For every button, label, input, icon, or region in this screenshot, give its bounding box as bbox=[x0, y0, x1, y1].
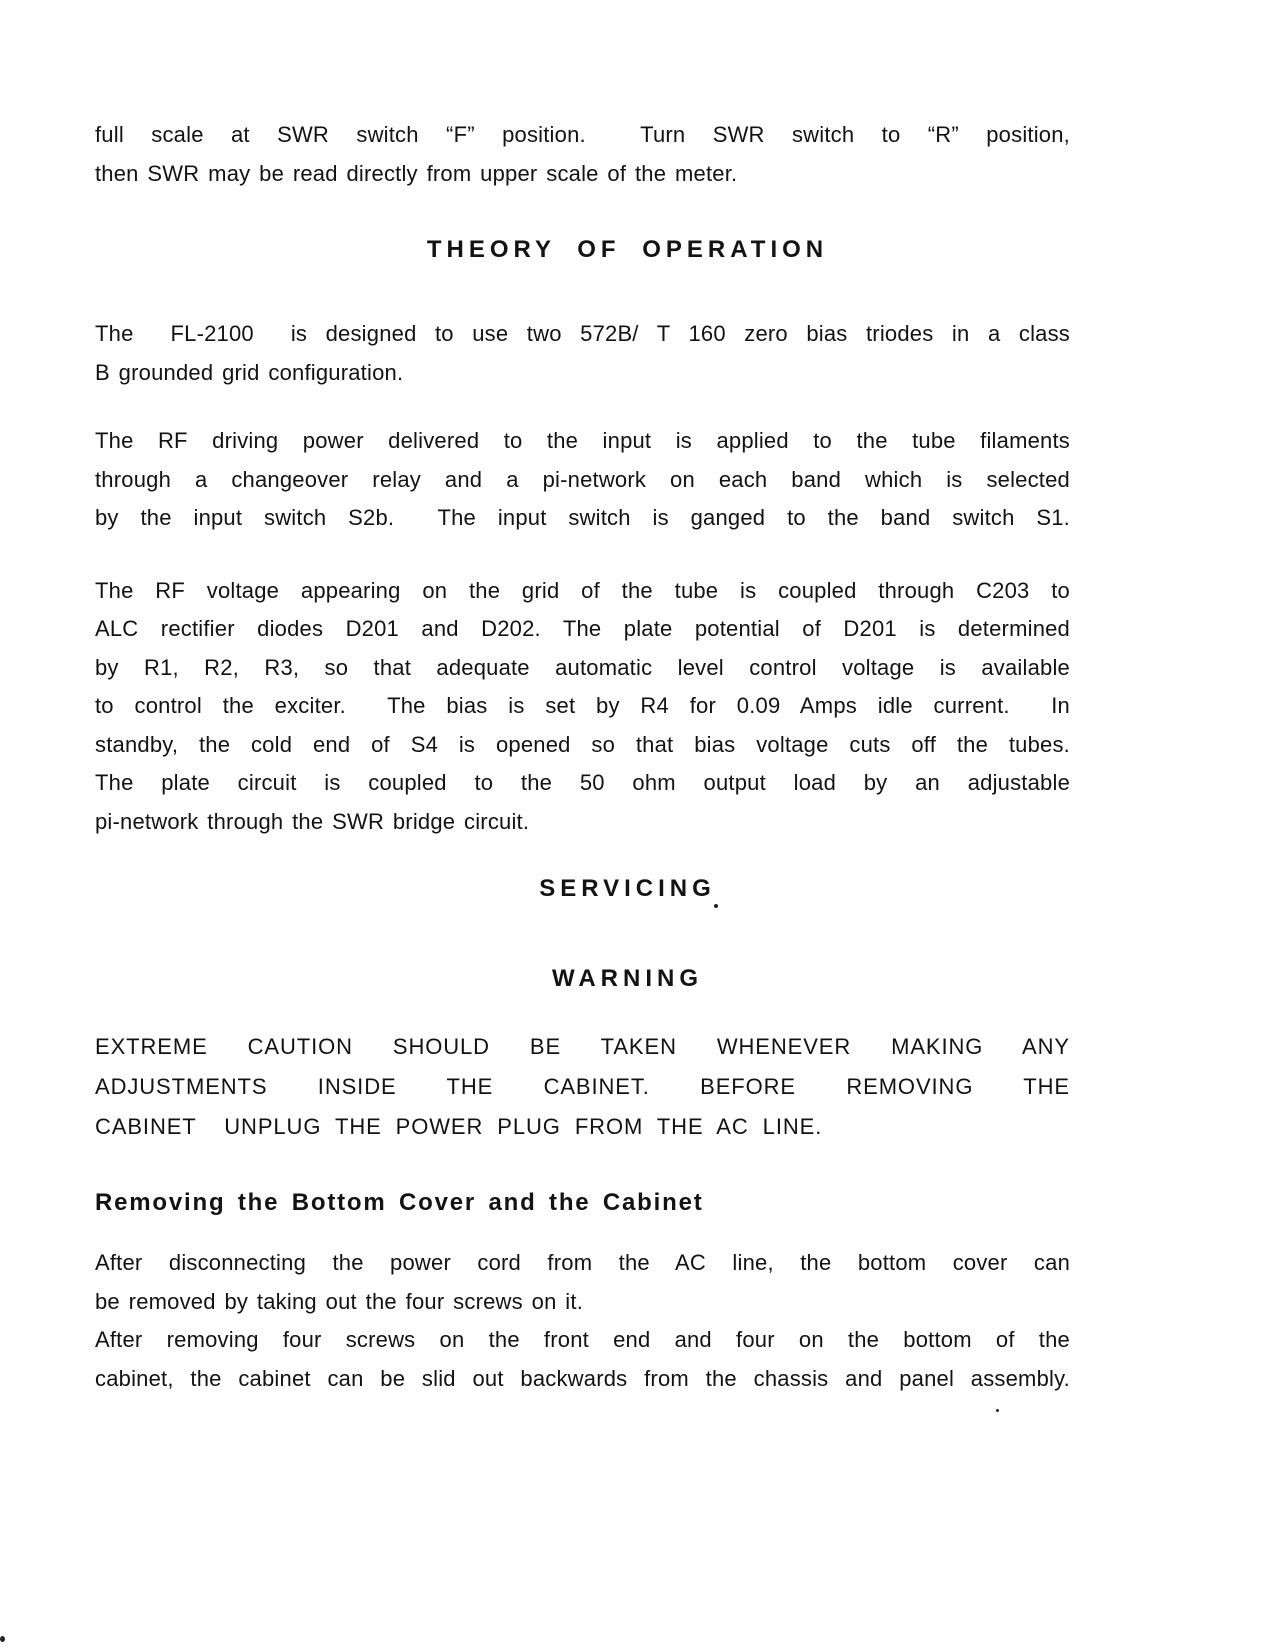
text-line: CABINET UNPLUG THE POWER PLUG FROM THE AC LINE. bbox=[95, 1114, 823, 1139]
text-line: The plate circuit is coupled to the 50 ohm output load by an adjustable bbox=[95, 770, 1070, 795]
text-line: by R1, R2, R3, so that adequate automatic level control voltage is available bbox=[95, 654, 1070, 680]
text-line: by the input switch S2b. The input switch is ganged to the band switch S1. bbox=[95, 505, 1070, 530]
paragraph-theory-p2 bbox=[95, 422, 1070, 538]
paragraph-removing-p1 bbox=[95, 1244, 1070, 1321]
text-line: be removed by taking out the four screws on it. bbox=[95, 1288, 584, 1314]
text-line: The FL-2100 is designed to use two 572B/ T 160 zero bias triodes in a class bbox=[95, 321, 1070, 346]
scan-speck bbox=[0, 1636, 5, 1642]
text-line: After disconnecting the power cord from the AC line, the bottom cover can bbox=[95, 1250, 1070, 1275]
paragraph-theory-p1 bbox=[95, 315, 1070, 392]
text-line: cabinet, the cabinet can be slid out backwards from the chassis and panel assembly. bbox=[95, 1365, 1070, 1391]
servicing-heading: SERVICING bbox=[539, 875, 716, 902]
text-line: EXTREME CAUTION SHOULD BE TAKEN WHENEVER MAKING ANY bbox=[95, 1034, 1070, 1059]
theory-heading: THEORY OF OPERATION bbox=[426, 236, 829, 263]
text-line: then SWR may be read directly from upper scale of the meter. bbox=[95, 160, 738, 186]
warning-heading: WARNING bbox=[552, 965, 703, 992]
text-line: The RF voltage appearing on the grid of the tube is coupled through C203 to bbox=[95, 577, 1070, 603]
text-line: ALC rectifier diodes D201 and D202. The plate potential of D201 is determined bbox=[95, 616, 1070, 641]
paragraph-theory-p3 bbox=[95, 572, 1070, 842]
text-line: through a changeover relay and a pi-network on each band which is selected bbox=[95, 466, 1070, 492]
scan-speck bbox=[996, 1409, 999, 1412]
text-line: to control the exciter. The bias is set by R4 for 0.09 Amps idle current. In bbox=[95, 693, 1070, 718]
text-line: The RF driving power delivered to the input is applied to the tube filaments bbox=[95, 428, 1070, 453]
text-line: full scale at SWR switch “F” position. Turn SWR switch to “R” position, bbox=[95, 122, 1070, 147]
text-line: standby, the cold end of S4 is opened so that bias voltage cuts off the tubes. bbox=[95, 731, 1070, 757]
text-line: pi-network through the SWR bridge circuit. bbox=[95, 808, 530, 834]
removing-heading: Removing the Bottom Cover and the Cabinet bbox=[95, 1189, 704, 1216]
scan-speck bbox=[714, 904, 718, 908]
paragraph-intro bbox=[95, 116, 1070, 193]
text-line: B grounded grid configuration. bbox=[95, 359, 404, 385]
paragraph-removing-p2 bbox=[95, 1321, 1070, 1398]
text-line: ADJUSTMENTS INSIDE THE CABINET. BEFORE REMOVING THE bbox=[95, 1074, 1070, 1099]
text-line: After removing four screws on the front end and four on the bottom of the bbox=[95, 1327, 1070, 1352]
paragraph-warning-para bbox=[95, 1027, 1070, 1147]
